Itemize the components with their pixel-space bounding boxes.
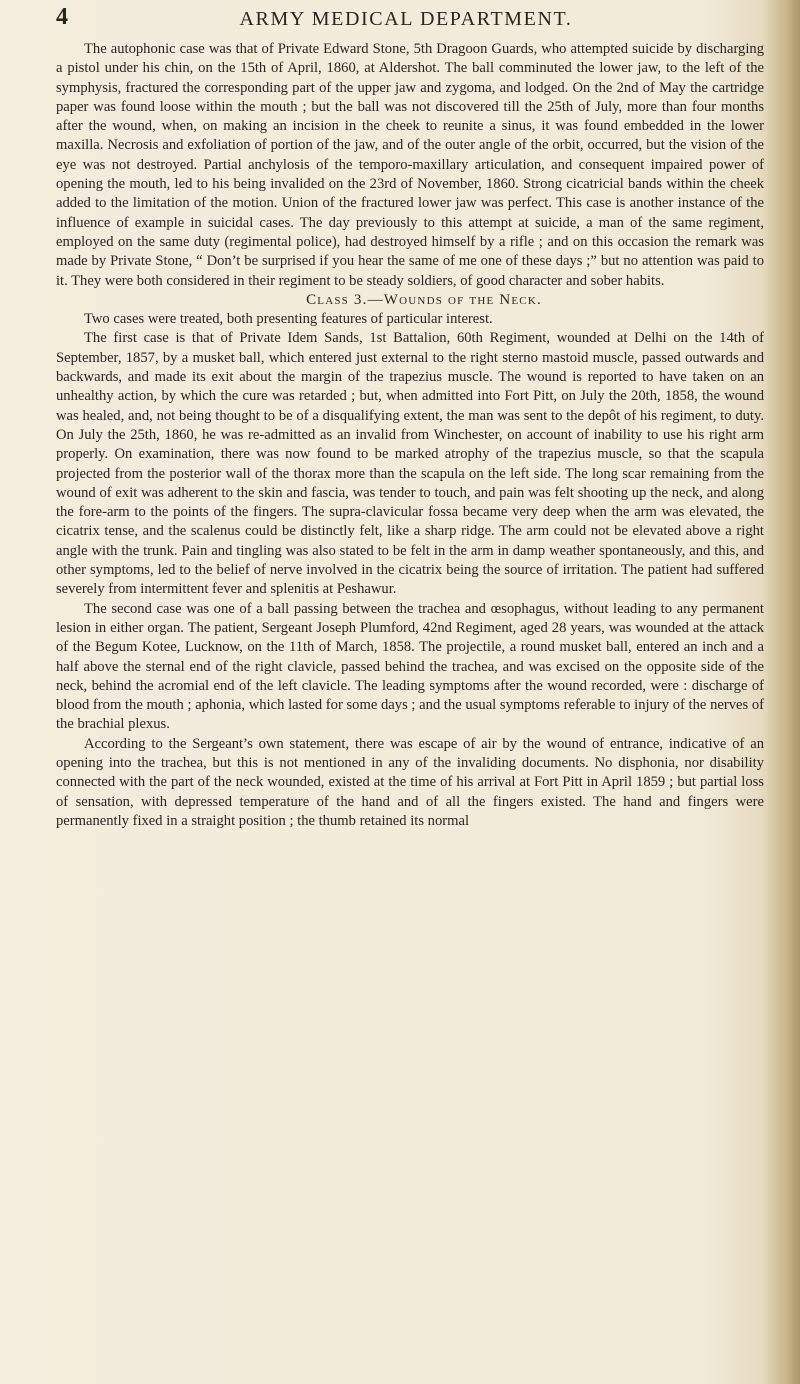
paragraph-second-case: The second case was one of a ball passing between the trachea and œsophagus, without leading to any permanent lesion in either organ. The patient, Sergeant Joseph Plumford, 42nd Regiment, aged 28 years, was wounded at the attack of the Begum Kotee, Lucknow, on the 11th of March, 1858. The projectile, a round musket ball, entered an inch and a half above the sternal end of the right clavicle, passed behind the trachea, and was excised on the opposite side of the neck, behind the acromial end of the left clavicle. The leading symptoms after the wound recorded, were : discharge of blood from the mouth ; aphonia, which lasted for some days ; and the usual symptoms referable to injury of the nerves of the brachial plexus. <box>56 600 764 733</box>
page-header <box>56 4 756 34</box>
paragraph-first-case: The first case is that of Private Idem Sands, 1st Battalion, 60th Regiment, wounded at Delhi on the 14th of September, 1857, by a musket ball, which entered just external to the right sterno mastoid muscle, passed outwards and backwards, and made its exit about the margin of the trapezius muscle. The wound is reported to have taken on an unhealthy action, by which the cure was retarded ; but, when admitted into Fort Pitt, on July the 20th, 1858, the wound was healed, and, not being thought to be of a disqualifying extent, the man was sent to the depôt of his regiment, to duty. On July the 25th, 1860, he was re-admitted as an invalid from Winchester, on account of inability to use his right arm properly. On examination, there was now found to be marked atrophy of the trapezius muscle, so that the scapula projected from the posterior wall of the thorax more than the scapula on the left side. The long scar remaining from the wound of exit was adherent to the skin and fascia, was tender to touch, and pain was felt shooting up the neck, and along the fore-arm to the points of the fingers. The supra-clavicular fossa became very deep when the arm was elevated, the cicatrix tense, and the scalenus could be distinctly felt, like a sharp ridge. The arm could not be elevated above a right angle with the trunk. Pain and tingling was also stated to be felt in the arm in damp weather spontaneously, and this, and other symptoms, led to the belief of nerve involved in the cicatrix being the source of irritation. The patient had suffered severely from intermittent fever and splenitis at Peshawur. <box>56 330 764 598</box>
body-text <box>56 40 764 831</box>
page-edge-shadow <box>766 0 800 1384</box>
section-heading: Class 3.—Wounds of the Neck. <box>306 291 542 308</box>
running-title: ARMY MEDICAL DEPARTMENT. <box>239 8 573 30</box>
paragraph-intro: Two cases were treated, both presenting features of particular interest. <box>84 311 493 328</box>
page-number: 4 <box>56 4 68 30</box>
paragraph-autophonic-case: The autophonic case was that of Private Edward Stone, 5th Dragoon Guards, who attempted suicide by discharging a pistol under his chin, on the 15th of April, 1860, at Aldershot. The ball comminuted the lower jaw, to the left of the symphysis, fractured the corresponding part of the upper jaw and zygoma, and lodged. On the 2nd of May the cartridge paper was found loose within the mouth ; but the ball was not discovered till the 25th of July, more than four months after the wound, when, on making an incision in the cheek to reunite a sinus, it was found embedded in the lower maxilla. Necrosis and exfoliation of portion of the jaw, and of the outer angle of the orbit, occurred, but the vision of the eye was not destroyed. Partial anchylosis of the temporo-maxillary articulation, and consequent impaired power of opening the mouth, led to his being invalided on the 23rd of November, 1860. Strong cicatricial bands within the cheek added to the limitation of the motion. Union of the fractured lower jaw was perfect. This case is another instance of the influence of example in suicidal cases. The day previously to this attempt at suicide, a man of the same regiment, employed on the same duty (regimental police), had destroyed himself by a rifle ; and on this occasion the remark was made by Private Stone, “ Don’t be surprised if you hear the same of me one of these days ;” but no attention was paid to it. They were both considered in their regiment to be steady soldiers, of good character and sober habits. <box>56 41 764 289</box>
paragraph-sergeant-statement: According to the Sergeant’s own statement, there was escape of air by the wound of entrance, indicative of an opening into the trachea, but this is not mentioned in any of the invaliding documents. No disphonia, nor disability connected with the part of the neck wounded, existed at the time of his arrival at Fort Pitt in April 1859 ; but partial loss of sensation, with depressed temperature of the hand and of all the fingers existed. The hand and fingers were permanently fixed in a straight position ; the thumb retained its normal <box>56 735 764 829</box>
